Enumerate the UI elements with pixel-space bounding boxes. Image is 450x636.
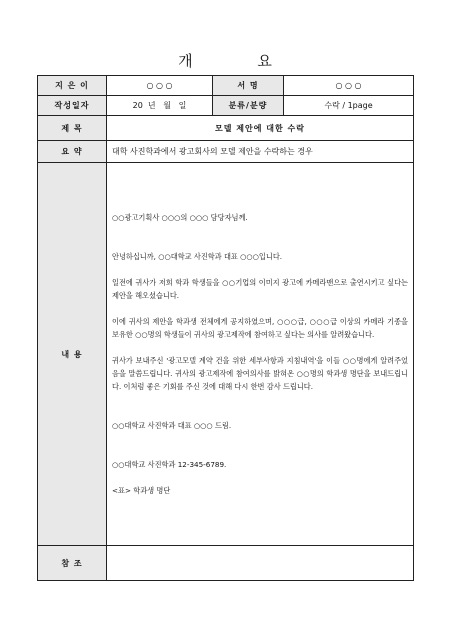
document-title: 개 요 [178, 52, 302, 70]
summary-form-table [37, 75, 414, 581]
content-paragraph: 안녕하십니까, ○○대학교 사진학과 대표 ○○○입니다. [112, 252, 283, 261]
content-label: 내 용 [38, 163, 107, 546]
reference-row [38, 546, 414, 581]
signature-value: ○ ○ ○ [284, 76, 414, 96]
content-paragraph: <표> 학과생 명단 [112, 486, 171, 495]
date-label: 작성일자 [38, 96, 107, 116]
author-row [38, 76, 414, 96]
content-paragraph: 일전에 귀사가 저희 학과 학생들을 ○○기업의 이미지 광고에 카메라맨으로 출연시키고 싶다는 제안을 해오셨습니다. [112, 278, 408, 300]
content-paragraph: ○○대학교 사진학과 12-345-6789. [112, 460, 227, 469]
subject-row [38, 116, 414, 141]
signature-label: 서 명 [213, 76, 284, 96]
subject-value: 모델 제안에 대한 수락 [107, 116, 414, 141]
author-label: 지 은 이 [38, 76, 107, 96]
category-value: 수락 / 1page [284, 96, 414, 116]
reference-label: 참 조 [38, 546, 107, 581]
reference-value [107, 546, 414, 581]
summary-row [38, 141, 414, 163]
summary-value: 대학 사진학과에서 광고회사의 모델 제안을 수락하는 경우 [107, 141, 414, 163]
date-value: 20 년 월 일 [107, 96, 213, 116]
category-label: 분류/분량 [213, 96, 284, 116]
content-body [107, 163, 414, 546]
content-paragraph: ○○대학교 사진학과 대표 ○○○ 드림. [112, 421, 232, 430]
content-paragraph: 귀사가 보내주신 '광고모델 계약 건을 위한 세부사항과 지침내역'을 이들 ○○명에게 알려주었음을 말씀드립니다. 귀사의 광고제작에 참여의사를 밝혀온 ○○명의 학과생 명단을 보내드립니다. 이처럼 좋은 기회를 주신 것에 대해 다시 한번 감사 드립니다. [112, 356, 408, 391]
content-row [38, 163, 414, 546]
content-paragraph: ○○광고기획사 ○○○의 ○○○ 담당자님께. [112, 213, 248, 222]
date-row [38, 96, 414, 116]
summary-label: 요 약 [38, 141, 107, 163]
author-value: ○ ○ ○ [107, 76, 213, 96]
subject-label: 제 목 [38, 116, 107, 141]
content-paragraph: 이에 귀사의 제안을 학과생 전체에게 공지하였으며, ○○○급, ○○○급 이상의 카메라 기종을 보유한 ○○명의 학생들이 귀사의 광고제작에 참여하고 싶다는 의사를 알려왔습니다. [112, 317, 408, 339]
